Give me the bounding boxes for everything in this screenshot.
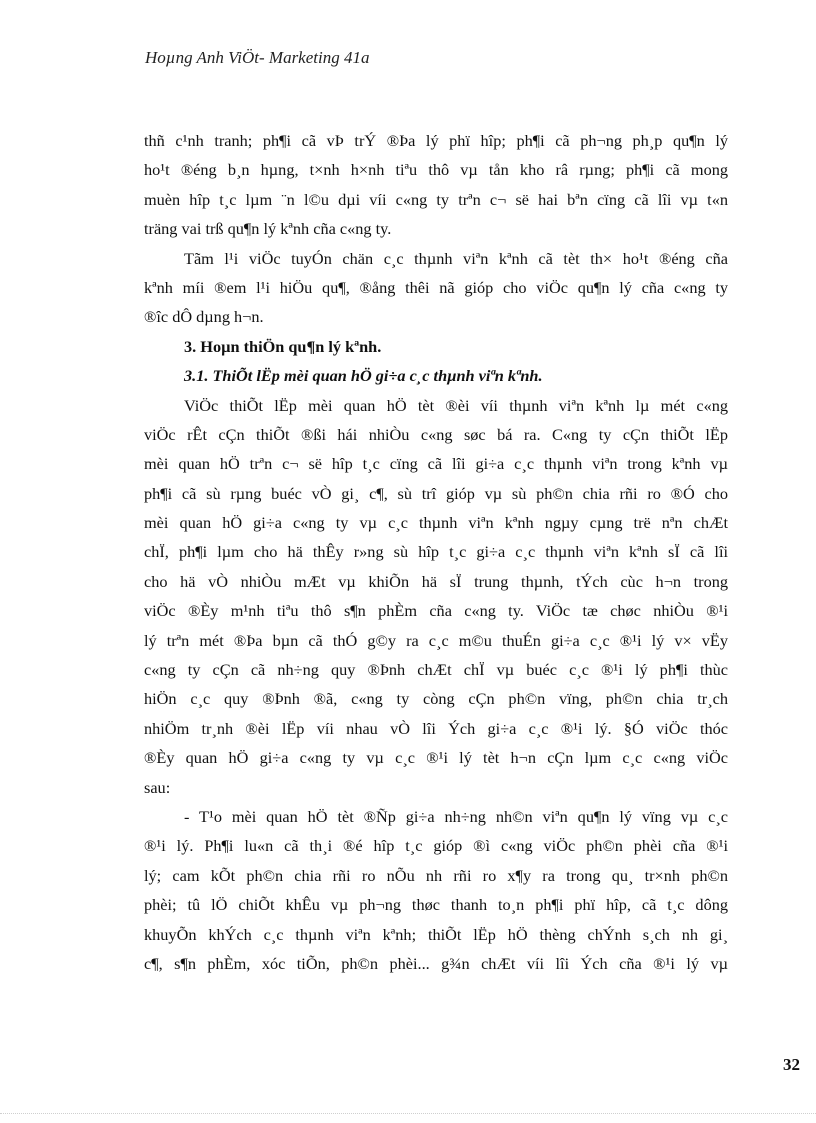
body-text [144, 126, 728, 978]
text-line: c¶, s¶n phÈm, xóc tiÕn, ph©n phèi... g¾n chÆt víi lîi Ých cña ®¹i lý vµ [144, 953, 728, 973]
text-line: chÏ, ph¶i lµm cho hä thÊy r»ng sù hîp t¸c gi÷a c¸c thµnh viªn kªnh sÏ cã lîi [144, 542, 728, 562]
text-line: 3. Hoµn thiÖn qu¶n lý kªnh. [184, 336, 382, 356]
text-line: mèi quan hÖ trªn c¬ së hîp t¸c cïng cã lîi gi÷a c¸c thµnh viªn trong kªnh vµ [144, 454, 728, 474]
text-line: Tãm l¹i viÖc tuyÓn chän c¸c thµnh viªn kªnh cã tèt th× ho¹t ®éng cña [184, 248, 728, 268]
text-line: ®¹i lý. Ph¶i lu«n cã th¸i ®é hîp t¸c gióp ®ì c«ng viÖc ph©n phèi cña ®¹i [144, 836, 728, 856]
text-line: lý trªn mét ®Þa bµn cã thÓ g©y ra c¸c m©u thuÉn gi÷a c¸c ®¹i lý v× vËy [144, 630, 728, 650]
text-line: viÖc rÊt cÇn thiÕt ®ßi hái nhiÒu c«ng søc bá ra. C«ng ty cÇn thiÕt lËp [144, 424, 728, 444]
text-line: ®Èy quan hÖ gi÷a c«ng ty vµ c¸c ®¹i lý tèt h¬n cÇn lµm c¸c c«ng viÖc [144, 748, 728, 768]
text-line: 3.1. ThiÕt lËp mèi quan hÖ gi÷a c¸c thµnh viªn kªnh. [184, 366, 543, 386]
text-line: hiÖn c¸c quy ®Þnh ®ã, c«ng ty còng cÇn ph©n vïng, ph©n chia tr¸ch [144, 689, 728, 709]
text-line: mèi quan hÖ gi÷a c«ng ty vµ c¸c thµnh viªn kªnh ngµy cµng trë nªn chÆt [144, 513, 728, 533]
running-header: Hoµng Anh ViÖt- Marketing 41a [145, 48, 370, 67]
text-line: nhiÖm tr¸nh ®èi lËp víi nhau vÒ lîi Ých gi÷a c¸c ®¹i lý. §Ó viÖc thóc [144, 718, 728, 738]
text-line: muèn hîp t¸c lµm ¨n l©u dµi víi c«ng ty trªn c¬ së hai bªn cïng cã lîi vµ t«n [144, 189, 728, 209]
text-line: khuyÕn khÝch c¸c thµnh viªn kªnh; thiÕt lËp hÖ thèng chÝnh s¸ch nh gi¸ [144, 924, 728, 944]
text-line: ®îc dÔ dµng h¬n. [144, 307, 264, 327]
text-line: - T¹o mèi quan hÖ tèt ®Ñp gi÷a nh÷ng nh©n viªn qu¶n lý vïng vµ c¸c [184, 806, 728, 826]
text-line: ph¶i cã sù rµng buéc vÒ gi¸ c¶, sù trî gióp vµ sù ph©n chia rñi ro ®Ó cho [144, 483, 728, 503]
text-line: träng vai trß qu¶n lý kªnh cña c«ng ty. [144, 219, 392, 239]
text-line: phèi; tû lÖ chiÕt khÊu vµ ph¬ng thøc thanh to¸n ph¶i phï hîp, cã t¸c dông [144, 895, 728, 915]
footer-divider [0, 1113, 816, 1114]
text-line: sau: [144, 777, 171, 797]
page-number: 32 [783, 1055, 800, 1074]
text-line: c«ng ty cÇn cã nh÷ng quy ®Þnh chÆt chÏ vµ buéc c¸c ®¹i lý ph¶i thùc [144, 660, 728, 680]
text-line: thñ c¹nh tranh; ph¶i cã vÞ trÝ ®Þa lý phï hîp; ph¶i cã ph¬ng ph¸p qu¶n lý [144, 131, 728, 150]
text-line: viÖc ®Èy m¹nh tiªu thô s¶n phÈm cña c«ng ty. ViÖc tæ chøc nhiÒu ®¹i [144, 601, 728, 621]
text-line: ho¹t ®éng b¸n hµng, t×nh h×nh tiªu thô vµ tån kho râ rµng; ph¶i cã mong [144, 160, 728, 180]
text-line: ViÖc thiÕt lËp mèi quan hÖ tèt ®èi víi thµnh viªn kªnh lµ mét c«ng [184, 395, 728, 415]
text-line: cho hä vÒ nhiÒu mÆt vµ khiÕn hä sÏ trung thµnh, tÝch cùc h¬n trong [144, 571, 728, 591]
text-line: kªnh míi ®em l¹i hiÖu qu¶, ®ång thêi nã gióp cho viÖc qu¶n lý cña c«ng ty [144, 277, 728, 297]
text-line: lý; cam kÕt ph©n chia rñi ro nÕu nh rñi ro x¶y ra trong qu¸ tr×nh ph©n [144, 865, 728, 885]
